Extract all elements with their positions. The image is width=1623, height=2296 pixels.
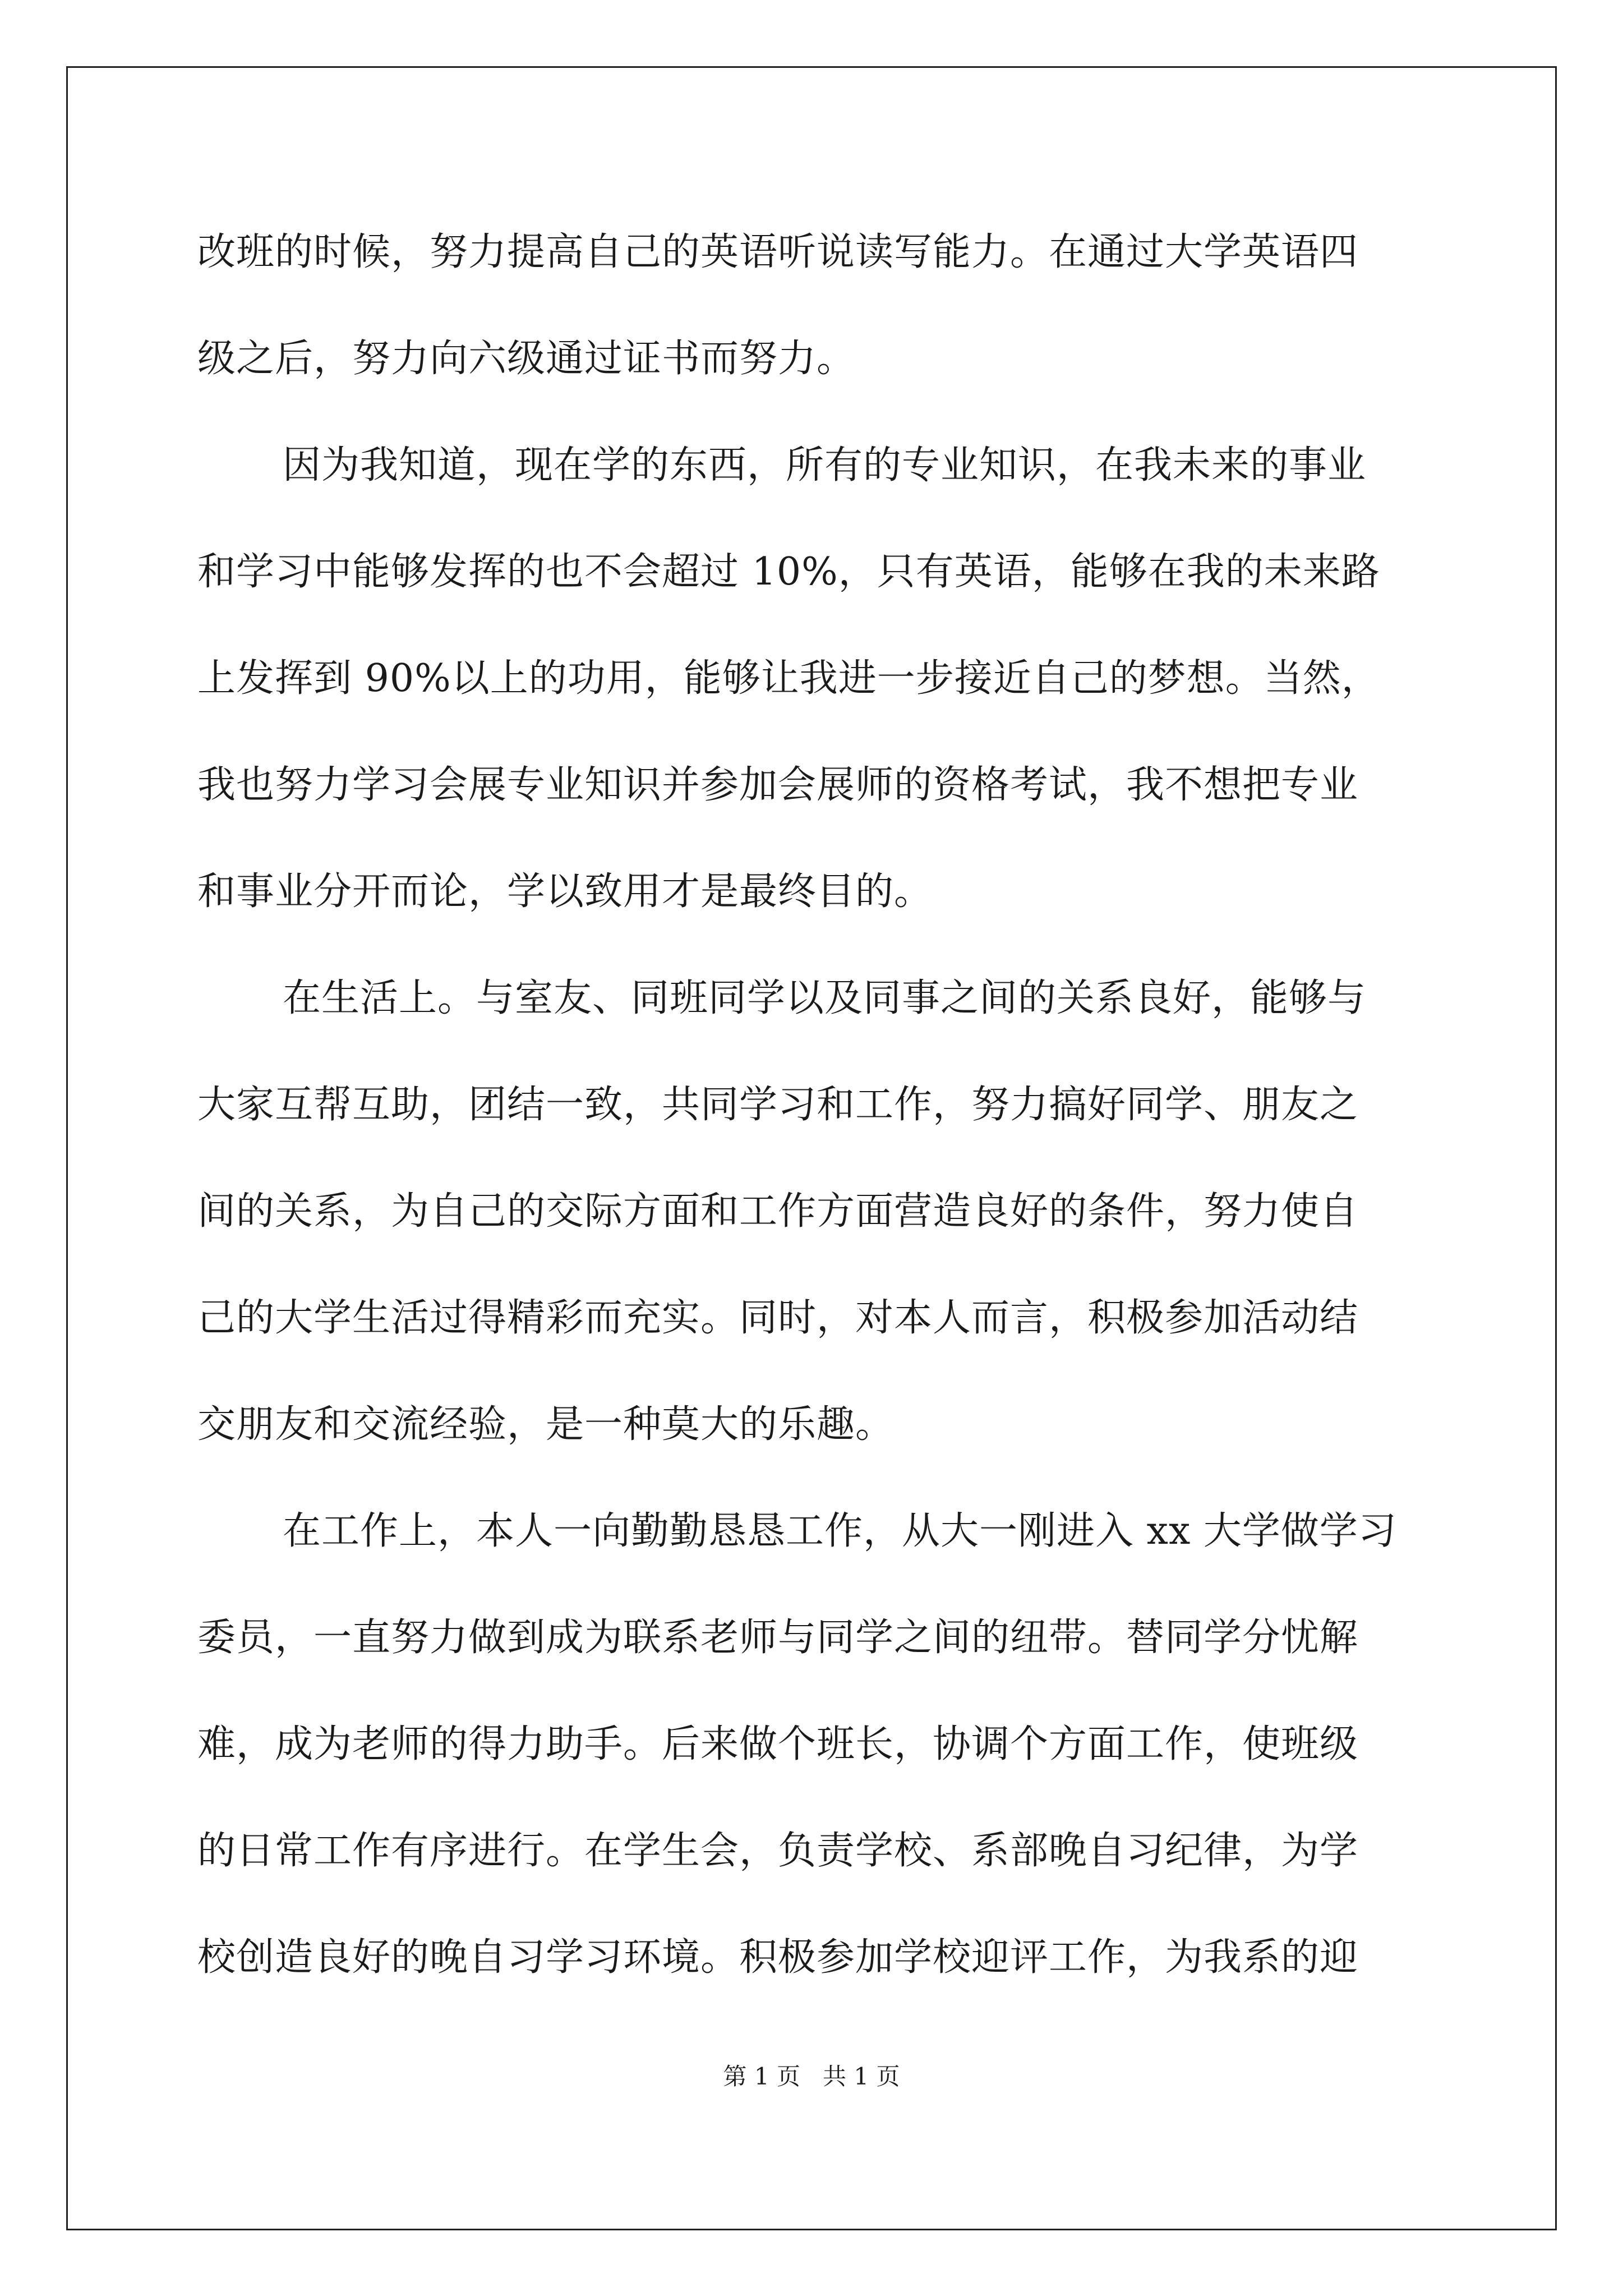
text-line-1: 改班的时候，努力提高自己的英语听说读写能力。在通过大学英语四 bbox=[197, 230, 1359, 274]
text-line-14: 委员，一直努力做到成为联系老师与同学之间的纽带。替同学分忧解 bbox=[197, 1616, 1359, 1660]
text-line-15: 难，成为老师的得力助手。后来做个班长，协调个方面工作，使班级 bbox=[197, 1722, 1359, 1766]
text-line-12: 交朋友和交流经验，是一种莫大的乐趣。 bbox=[197, 1402, 895, 1447]
text-line-4: 和学习中能够发挥的也不会超过 10%，只有英语，能够在我的未来路 bbox=[197, 550, 1380, 594]
text-line-11: 己的大学生活过得精彩而充实。同时，对本人而言，积极参加活动结 bbox=[197, 1296, 1359, 1340]
text-line-6: 我也努力学习会展专业知识并参加会展师的资格考试，我不想把专业 bbox=[197, 763, 1359, 807]
page-number-footer: 第 1 页 共 1 页 bbox=[723, 2063, 900, 2090]
text-line-2: 级之后，努力向六级通过证书而努力。 bbox=[197, 337, 856, 381]
text-line-10: 间的关系，为自己的交际方面和工作方面营造良好的条件，努力使自 bbox=[197, 1189, 1359, 1234]
text-line-8: 在生活上。与室友、同班同学以及同事之间的关系良好，能够与 bbox=[283, 976, 1367, 1020]
text-line-5: 上发挥到 90%以上的功用，能够让我进一步接近自己的梦想。当然， bbox=[197, 656, 1380, 701]
document-body bbox=[197, 213, 1423, 2025]
text-line-16: 的日常工作有序进行。在学生会，负责学校、系部晚自习纪律，为学 bbox=[197, 1829, 1359, 1873]
text-line-17: 校创造良好的晚自习学习环境。积极参加学校迎评工作，为我系的迎 bbox=[197, 1935, 1359, 1980]
text-line-3: 因为我知道，现在学的东西，所有的专业知识，在我未来的事业 bbox=[283, 443, 1367, 487]
text-line-13: 在工作上，本人一向勤勤恳恳工作，从大一刚进入 xx 大学做学习 bbox=[283, 1509, 1397, 1553]
text-line-7: 和事业分开而论，学以致用才是最终目的。 bbox=[197, 869, 933, 914]
text-line-9: 大家互帮互助，团结一致，共同学习和工作，努力搞好同学、朋友之 bbox=[197, 1083, 1359, 1127]
